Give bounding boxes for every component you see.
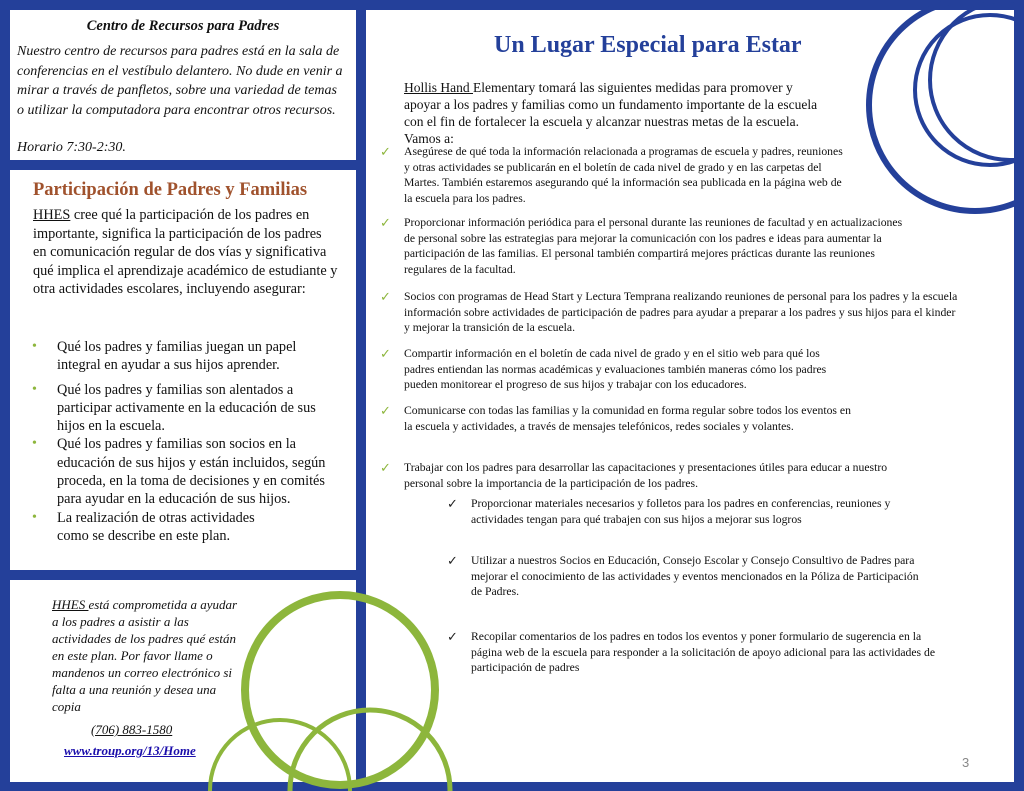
bullet-icon: • (32, 339, 37, 354)
check-icon: ✓ (380, 144, 391, 159)
measure-item: ✓ Proporcionar información periódica para el personal durante las reuniones de facultad y en actualizaciones de personal sobre las estrategias para mejorar la comunicación con los padres e ideas para aumentar la participación de las familias. El personal también compartirá mejores prácticas durante las reuniones regulares de la facultad. (380, 215, 903, 276)
contact-body-text: está comprometida a ayudar a los padres a asistir a las actividades de los padres qué están en este plan. Por favor llame o mandenos un correo electrónico si falta a una reunión y desea una copia (52, 597, 238, 714)
blue-rings (915, 0, 1024, 165)
measure-item: ✓ Compartir información en el boletín de cada nivel de grado y en el sitio web para qué los padres entiendan las normas académicas y evaluaciones también maneras cómo los padres pueden monitorear el progreso de sus hijos y trabajar con los educadores. (380, 346, 827, 391)
sub-measure-item: ✓ Recopilar comentarios de los padres en todos los eventos y poner formulario de sugerencia en la página web de la escuela para responder a la solicitación de apoyo adicional para las actividades de participación de padres (447, 629, 936, 674)
measure-item: ✓ Comunicarse con todas las familias y la comunidad en forma regular sobre todos los eventos en la escuela y actividades, a través de mensajes telefónicos, redes sociales y volantes. (380, 403, 851, 433)
bullet-icon: • (32, 436, 37, 452)
check-icon: ✓ (380, 403, 391, 418)
check-icon: ✓ (447, 629, 458, 644)
check-icon: ✓ (447, 553, 458, 568)
website-link[interactable]: www.troup.org/13/Home (64, 743, 196, 758)
page-number: 3 (962, 755, 970, 770)
check-icon: ✓ (380, 289, 391, 304)
list-item: • Qué los padres y familias son alentados a participar activamente en la educación de sus hijos en la escuela. (32, 381, 316, 435)
participation-title: Participación de Padres y Familias (33, 180, 308, 200)
bullet-icon: • (32, 509, 37, 525)
check-icon: ✓ (447, 496, 458, 511)
green-rings (210, 595, 450, 791)
measure-item: ✓ Asegúrese de qué toda la información relacionada a programas de escuela y padres, reuniones y otras actividades se publicarán en el boletín de cada nivel de grado y en las carpetas del Martes. También estaremos asegurando qué la información sea publicada en la página web de la escuela para los padres. (380, 144, 843, 205)
hhes-abbr: HHES (52, 597, 89, 612)
sub-measure-item: ✓ Utilizar a nuestros Socios en Educación, Consejo Escolar y Consejo Consultivo de Padres para mejorar el conocimiento de las actividades y eventos mencionados en la Póliza de Participación de Padres. (447, 553, 919, 598)
check-icon: ✓ (380, 346, 391, 361)
measure-item: ✓ Trabajar con los padres para desarrollar las capacitaciones y presentaciones útiles para educar a nuestro personal sobre la importancia de la participación de los padres. (380, 460, 888, 490)
list-item: • La realización de otras actividades como se describe en este plan. (32, 509, 255, 544)
bullet-icon: • (32, 381, 37, 397)
hhes-abbr: HHES (33, 207, 71, 223)
intro-text: Elementary tomará las siguientes medidas para promover y apoyar a los padres y familias como un fundamento importante de la escuela con el fin de fortalecer la escuela y alcanzar nuestras metas de la escuela. Vamos a: (404, 80, 818, 146)
list-item: • Qué los padres y familias juegan un papel integral en ayudar a sus hijos aprender. (32, 339, 297, 374)
participation-body-text: cree qué la participación de los padres en importante, significa la participación de los padres en comunicación regular de dos vías y significativa qué implica el aprendizaje académico de estudiante y otra actividades escolares, incluyendo asegurar: (33, 207, 338, 297)
check-icon: ✓ (380, 215, 391, 230)
check-icon: ✓ (380, 460, 391, 475)
resource-center-title: Centro de Recursos para Padres (86, 18, 280, 34)
list-item: • Qué los padres y familias son socios en la educación de sus hijos y están incluidos, según proceda, en la toma de decisiones y en comités para ayudar en la educación de sus hijos. (32, 436, 326, 508)
measure-item: ✓ Socios con programas de Head Start y Lectura Temprana realizando reuniones de personal para los padres y la escuela información sobre actividades de participación de padres para ayudar a preparar a los padres y sus hijos para el kinder y mejorar la transición de la escuela. (380, 289, 958, 334)
phone-number[interactable]: (706) 883-1580 (91, 722, 173, 737)
resource-center-body: Nuestro centro de recursos para padres está en la sala de conferencias en el vestíbulo delantero. No dude en venir a mirar a través de panfletos, sobre una variedad de temas o utilizar la computadora para encontrar otros recursos. (17, 44, 343, 118)
sub-measure-item: ✓ Proporcionar materiales necesarios y folletos para los padres en conferencias, reuniones y actividades tengan para qué trabajen con sus hijos a mejorar sus logros (447, 496, 891, 526)
special-place-title: Un Lugar Especial para Estar (494, 32, 802, 58)
resource-center-hours: Horario 7:30-2:30. (17, 140, 126, 155)
school-name: Hollis Hand (404, 80, 473, 95)
